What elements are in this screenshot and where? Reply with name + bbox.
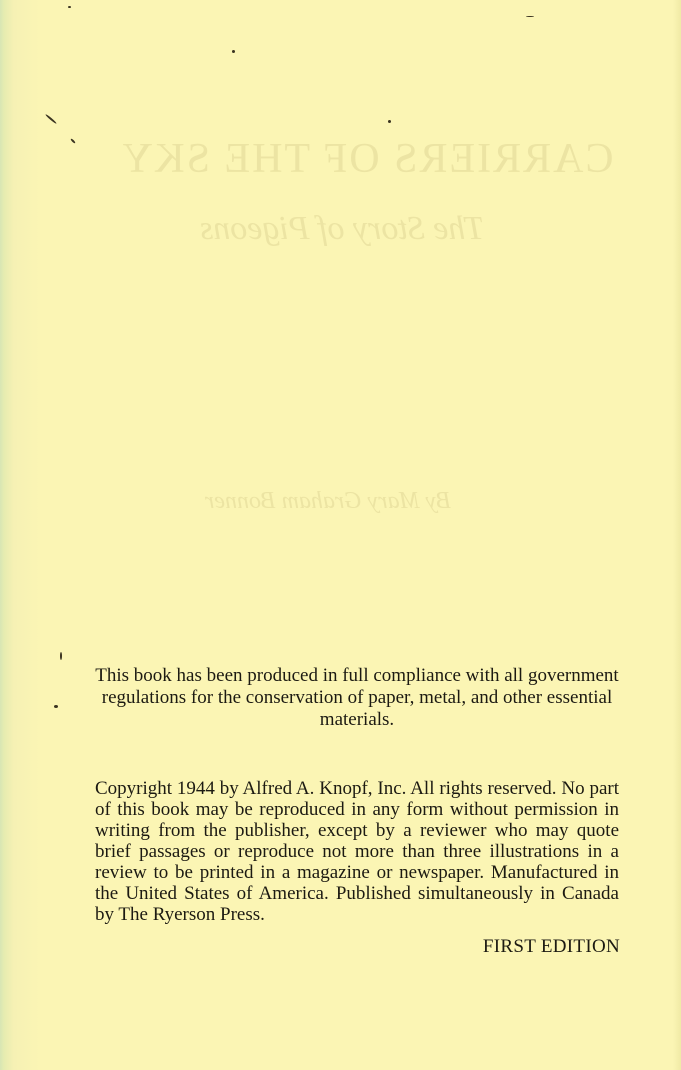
paper-speck	[68, 6, 71, 8]
copyright-notice: Copyright 1944 by Alfred A. Knopf, Inc. All rights reserved. No part of this book may be reproduced in any form without permission in writing from the publisher, except by a reviewer who may quote brief passages or reproduce not more than three illustrations in a review to be printed in a magazine or newspaper. Manufactured in the United States of America. Published simultaneously in Canada by The Ryerson Press.	[95, 778, 619, 925]
bleed-through-subtitle: The Story of Pigeons	[200, 210, 485, 247]
paper-speck	[45, 114, 57, 125]
paper-speck	[54, 705, 58, 708]
paper-speck	[70, 138, 76, 144]
paper-speck	[60, 652, 62, 660]
bleed-through-title: CARRIERS OF THE SKY	[120, 136, 614, 182]
page-edge-shadow	[673, 0, 681, 1070]
edition-label: FIRST EDITION	[482, 936, 620, 957]
paper-speck	[232, 50, 235, 53]
paper-speck	[526, 16, 534, 17]
conservation-notice: This book has been produced in full compliance with all government regulations for the conservation of paper, metal, and other essential materials.	[95, 665, 619, 730]
bleed-through-author: By Mary Graham Bonner	[205, 488, 451, 514]
paper-speck	[388, 120, 391, 123]
